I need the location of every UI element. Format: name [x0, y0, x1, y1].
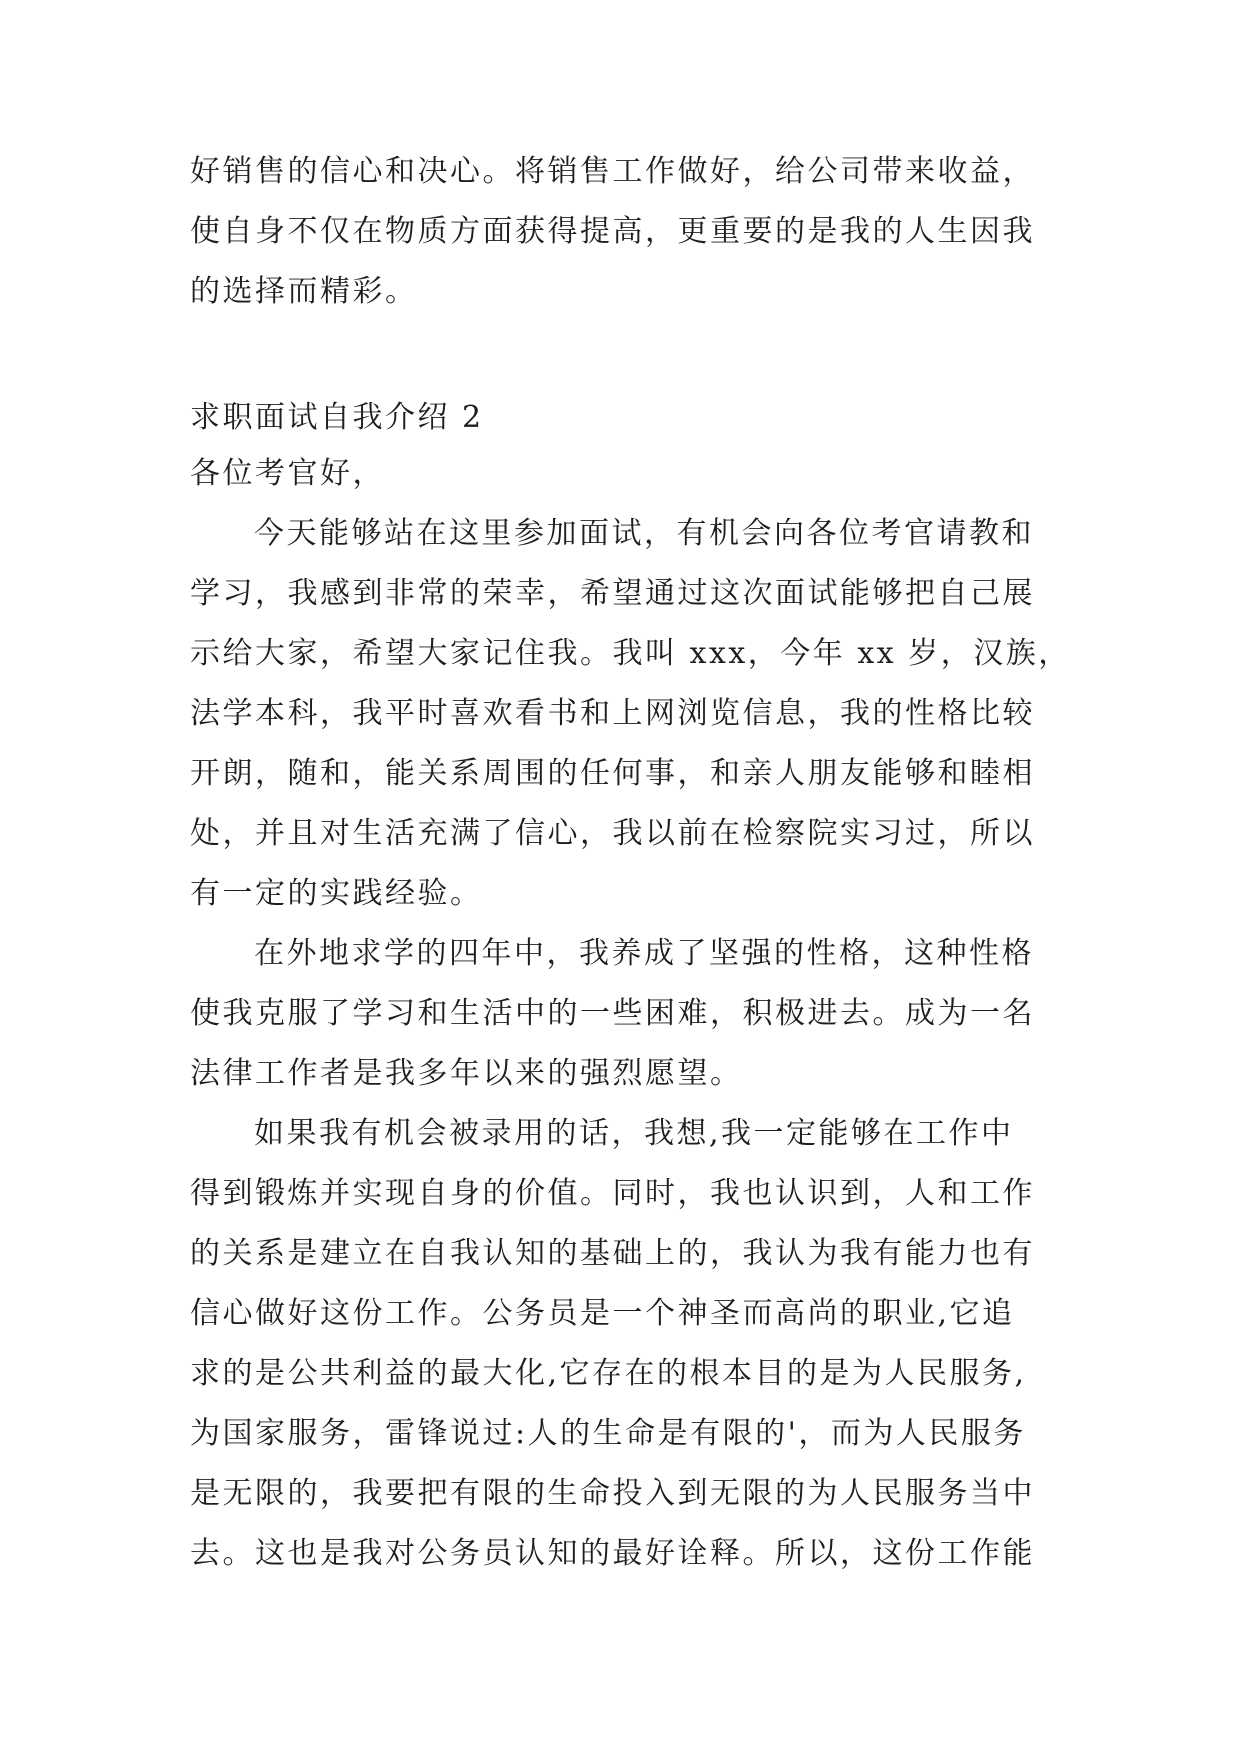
body-text-line: 学习，我感到非常的荣幸，希望通过这次面试能够把自己展: [190, 576, 1035, 611]
body-text-line: 的关系是建立在自我认知的基础上的，我认为我有能力也有: [190, 1236, 1035, 1271]
body-text-line: 得到锻炼并实现自身的价值。同时，我也认识到，人和工作: [190, 1176, 1035, 1211]
body-text-line: 信心做好这份工作。公务员是一个神圣而高尚的职业,它追: [190, 1296, 1015, 1331]
body-text-line: 如果我有机会被录用的话，我想,我一定能够在工作中: [254, 1116, 1014, 1151]
section-heading: 求职面试自我介绍 2: [190, 400, 484, 435]
body-text-line: 去。这也是我对公务员认知的最好诠释。所以，这份工作能: [190, 1536, 1035, 1571]
body-text-line: 今天能够站在这里参加面试，有机会向各位考官请教和: [254, 516, 1034, 551]
body-text-line: 是无限的，我要把有限的生命投入到无限的为人民服务当中: [190, 1476, 1035, 1511]
body-text-line: 为国家服务，雷锋说过:人的生命是有限的'，而为人民服务: [190, 1416, 1026, 1451]
body-text-line: 示给大家，希望大家记住我。我叫 xxx，今年 xx 岁，汉族，: [190, 636, 1071, 671]
body-text-line: 在外地求学的四年中，我养成了坚强的性格，这种性格: [254, 936, 1034, 971]
body-text-line: 开朗，随和，能关系周围的任何事，和亲人朋友能够和睦相: [190, 756, 1035, 791]
body-text-line: 法律工作者是我多年以来的强烈愿望。: [190, 1056, 743, 1091]
body-text-line: 使自身不仅在物质方面获得提高，更重要的是我的人生因我: [190, 214, 1035, 249]
body-text-line: 法学本科，我平时喜欢看书和上网浏览信息，我的性格比较: [190, 696, 1035, 731]
body-text-line: 的选择而精彩。: [190, 274, 418, 309]
body-text-line: 有一定的实践经验。: [190, 876, 483, 911]
body-text-line: 处，并且对生活充满了信心，我以前在检察院实习过，所以: [190, 816, 1035, 851]
salutation: 各位考官好，: [190, 456, 385, 491]
body-text-line: 求的是公共利益的最大化,它存在的根本目的是为人民服务,: [190, 1356, 1027, 1391]
body-text-line: 好销售的信心和决心。将销售工作做好，给公司带来收益，: [190, 154, 1035, 189]
body-text-line: 使我克服了学习和生活中的一些困难，积极进去。成为一名: [190, 996, 1035, 1031]
